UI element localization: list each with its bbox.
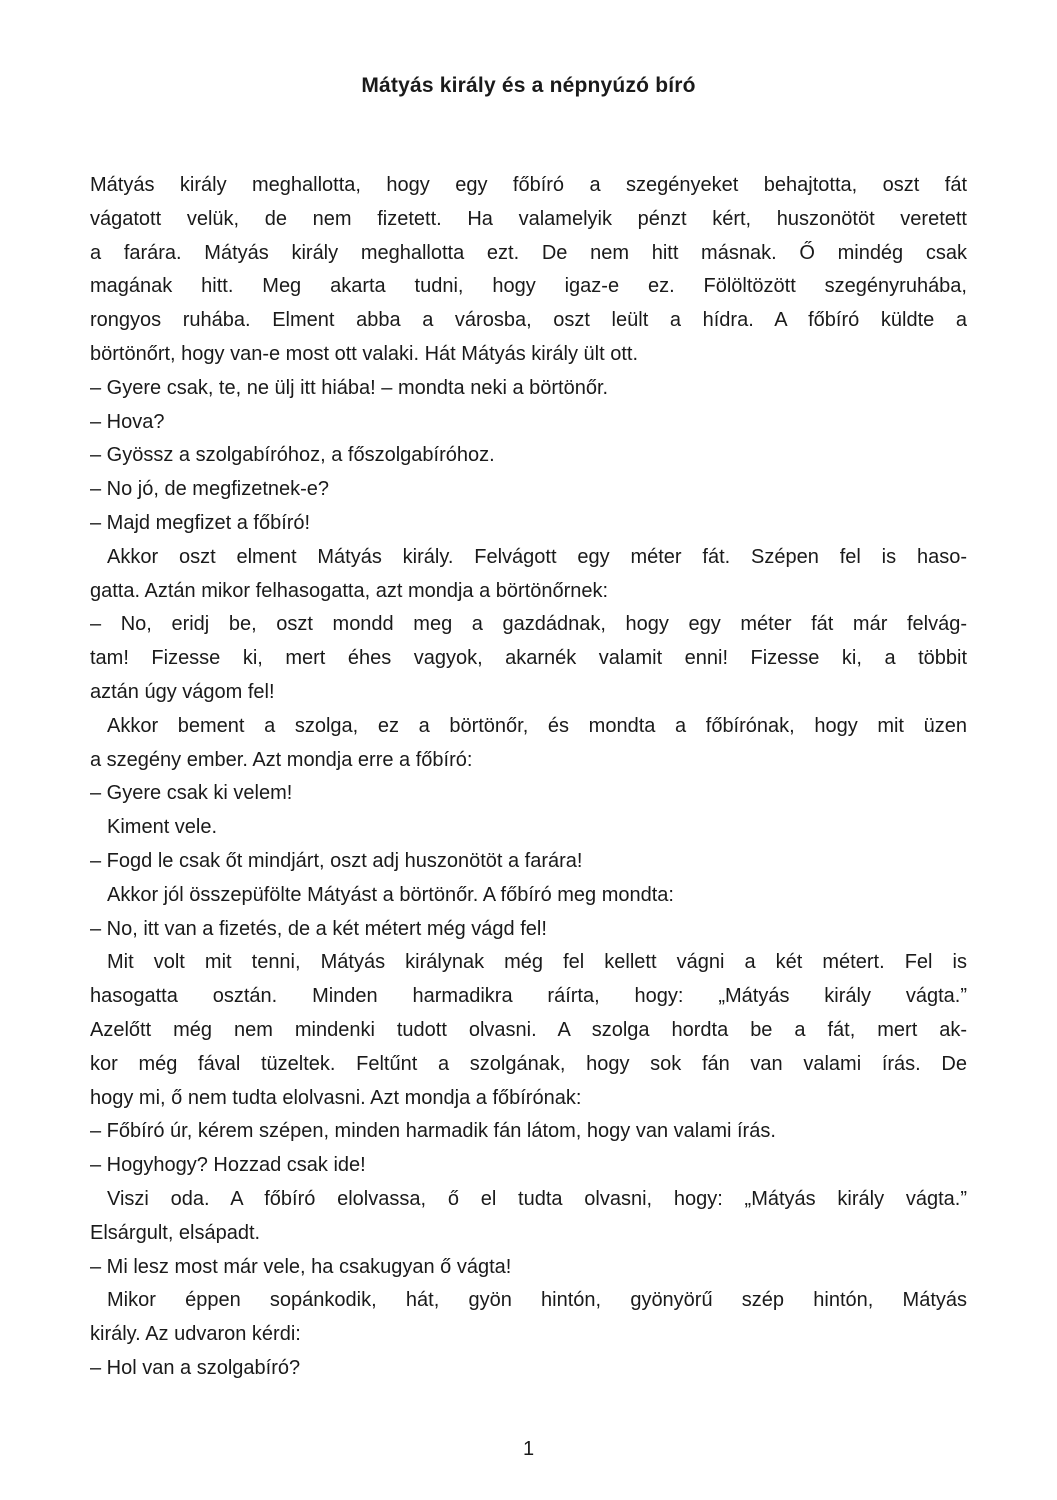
text-line: – Fogd le csak őt mindjárt, oszt adj huszonötöt a farára! [90, 849, 583, 872]
text-line: rongyos ruhába. Elment abba a városba, oszt leült a hídra. A főbíró küldte a [90, 309, 967, 332]
text-line: – Mi lesz most már vele, ha csakugyan ő vágta! [90, 1255, 512, 1278]
text-line: hogy mi, ő nem tudta elolvasni. Azt mondja a főbírónak: [90, 1086, 582, 1109]
text-line: gatta. Aztán mikor felhasogatta, azt mondja a börtönőrnek: [90, 579, 609, 602]
text-line: – Hova? [90, 410, 165, 433]
text-line: – No jó, de megfizetnek-e? [90, 478, 330, 501]
text-line: – Gyössz a szolgabíróhoz, a főszolgabíróhoz. [90, 444, 495, 467]
text-line: – Főbíró úr, kérem szépen, minden harmadik fán látom, hogy van valami írás. [90, 1120, 776, 1143]
text-line: Kiment vele. [107, 816, 218, 839]
text-line: aztán úgy vágom fel! [90, 680, 275, 703]
page-number: 1 [522, 1438, 535, 1460]
text-line: magának hitt. Meg akarta tudni, hogy igaz-e ez. Fölöltözött szegényruhába, [90, 275, 967, 298]
text-line: Akkor jól összepüfölte Mátyást a börtönőr. A főbíró meg mondta: [107, 883, 674, 906]
text-line: Mit volt mit tenni, Mátyás királynak még fel kellett vágni a két métert. Fel is [107, 951, 967, 974]
text-line: – Hol van a szolgabíró? [90, 1356, 301, 1379]
text-line: Azelőtt még nem mindenki tudott olvasni. A szolga hordta be a fát, mert ak- [90, 1018, 967, 1041]
text-line: – Gyere csak, te, ne ülj itt hiába! – mondta neki a börtönőr. [90, 376, 609, 399]
text-line: a farára. Mátyás király meghallotta ezt. De nem hitt másnak. Ő mindég csak [90, 241, 967, 264]
text-line: – No, eridj be, oszt mondd meg a gazdádnak, hogy egy méter fát már felvág- [90, 613, 967, 636]
text-line: – No, itt van a fizetés, de a két métert még vágd fel! [90, 917, 547, 940]
text-line: Elsárgult, elsápadt. [90, 1221, 261, 1244]
text-line: kor még fával tüzeltek. Feltűnt a szolgának, hogy sok fán van valami írás. De [90, 1052, 967, 1075]
text-line: Mikor éppen sopánkodik, hát, gyön hintón, gyönyörű szép hintón, Mátyás [107, 1289, 967, 1312]
text-line: a szegény ember. Azt mondja erre a főbíró: [90, 748, 473, 771]
text-line: börtönőrt, hogy van-e most ott valaki. Hát Mátyás király ült ott. [90, 342, 639, 365]
text-line: király. Az udvaron kérdi: [90, 1323, 301, 1346]
text-line: hasogatta osztán. Minden harmadikra ráírta, hogy: „Mátyás király vágta.” [90, 985, 967, 1008]
text-line: tam! Fizesse ki, mert éhes vagyok, akarnék valamit enni! Fizesse ki, a többit [90, 647, 967, 670]
text-line: – Majd megfizet a főbíró! [90, 511, 311, 534]
text-line: Akkor oszt elment Mátyás király. Felvágott egy méter fát. Szépen fel is haso- [107, 545, 967, 568]
page-title: Mátyás király és a népnyúzó bíró [361, 74, 696, 97]
text-line: – Hogyhogy? Hozzad csak ide! [90, 1154, 366, 1177]
text-line: – Gyere csak ki velem! [90, 782, 293, 805]
text-body [90, 169, 967, 1386]
text-line: Akkor bement a szolga, ez a börtönőr, és mondta a főbírónak, hogy mit üzen [107, 714, 967, 737]
text-line: vágatott velük, de nem fizetett. Ha valamelyik pénzt kért, huszonötöt veretett [90, 207, 967, 230]
text-line: Viszi oda. A főbíró elolvassa, ő el tudta olvasni, hogy: „Mátyás király vágta.” [107, 1187, 967, 1210]
text-line: Mátyás király meghallotta, hogy egy főbíró a szegényeket behajtotta, oszt fát [90, 174, 967, 196]
